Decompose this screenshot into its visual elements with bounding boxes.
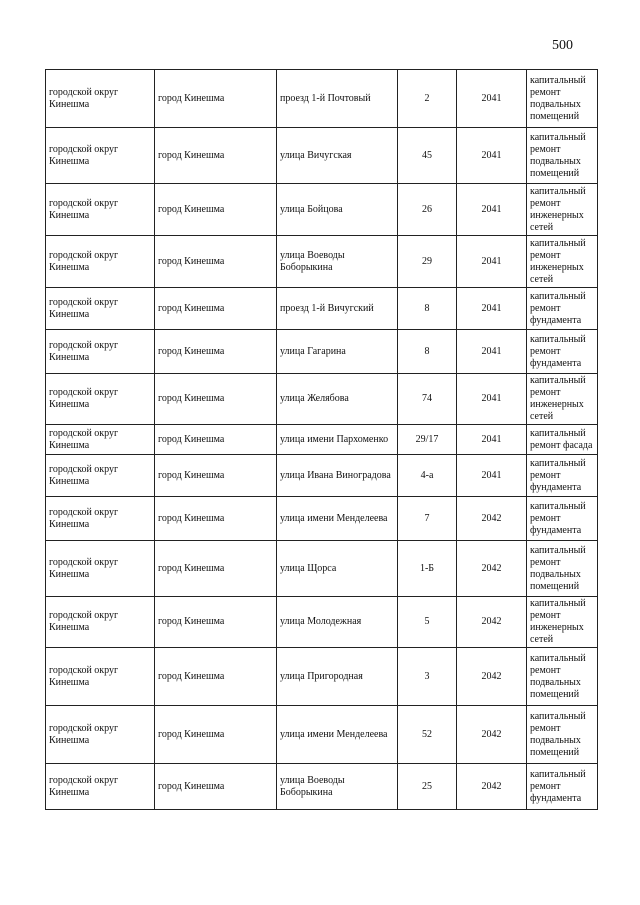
table-row	[46, 330, 598, 374]
year-cell: 2041	[457, 184, 527, 236]
street-cell: улица Молодежная	[277, 597, 398, 648]
district-cell: городской округ Кинешма	[46, 497, 155, 541]
street-cell: проезд 1-й Вичугский	[277, 288, 398, 330]
city-cell: город Кинешма	[155, 70, 277, 128]
street-cell: улица имени Менделеева	[277, 497, 398, 541]
year-cell: 2042	[457, 541, 527, 597]
city-cell: город Кинешма	[155, 288, 277, 330]
street-cell: улица Воеводы Боборыкина	[277, 236, 398, 288]
city-cell: город Кинешма	[155, 597, 277, 648]
work-type-cell: капитальный ремонт подвальных помещений	[527, 706, 598, 764]
work-type-cell: капитальный ремонт фундамента	[527, 764, 598, 810]
street-cell: проезд 1-й Почтовый	[277, 70, 398, 128]
work-type-cell: капитальный ремонт фасада	[527, 425, 598, 455]
table-row	[46, 425, 598, 455]
street-cell: улица Вичугская	[277, 128, 398, 184]
year-cell: 2041	[457, 425, 527, 455]
house-number-cell: 26	[398, 184, 457, 236]
year-cell: 2041	[457, 128, 527, 184]
house-number-cell: 3	[398, 648, 457, 706]
city-cell: город Кинешма	[155, 330, 277, 374]
work-type-cell: капитальный ремонт подвальных помещений	[527, 128, 598, 184]
district-cell: городской округ Кинешма	[46, 597, 155, 648]
year-cell: 2041	[457, 70, 527, 128]
house-number-cell: 7	[398, 497, 457, 541]
house-number-cell: 52	[398, 706, 457, 764]
street-cell: улица Желябова	[277, 374, 398, 425]
district-cell: городской округ Кинешма	[46, 70, 155, 128]
district-cell: городской округ Кинешма	[46, 425, 155, 455]
table-row	[46, 764, 598, 810]
year-cell: 2042	[457, 597, 527, 648]
house-number-cell: 45	[398, 128, 457, 184]
city-cell: город Кинешма	[155, 425, 277, 455]
street-cell: улица имени Менделеева	[277, 706, 398, 764]
city-cell: город Кинешма	[155, 455, 277, 497]
year-cell: 2042	[457, 497, 527, 541]
table-row	[46, 597, 598, 648]
house-number-cell: 74	[398, 374, 457, 425]
street-cell: улица Бойцова	[277, 184, 398, 236]
city-cell: город Кинешма	[155, 184, 277, 236]
district-cell: городской округ Кинешма	[46, 541, 155, 597]
year-cell: 2042	[457, 764, 527, 810]
year-cell: 2041	[457, 455, 527, 497]
table-row	[46, 648, 598, 706]
city-cell: город Кинешма	[155, 541, 277, 597]
page-number: 500	[552, 38, 573, 53]
city-cell: город Кинешма	[155, 497, 277, 541]
house-number-cell: 8	[398, 330, 457, 374]
year-cell: 2041	[457, 374, 527, 425]
work-type-cell: капитальный ремонт инженерных сетей	[527, 184, 598, 236]
work-type-cell: капитальный ремонт фундамента	[527, 288, 598, 330]
house-number-cell: 29	[398, 236, 457, 288]
district-cell: городской округ Кинешма	[46, 184, 155, 236]
district-cell: городской округ Кинешма	[46, 128, 155, 184]
street-cell: улица Пригородная	[277, 648, 398, 706]
city-cell: город Кинешма	[155, 128, 277, 184]
year-cell: 2041	[457, 288, 527, 330]
work-type-cell: капитальный ремонт фундамента	[527, 330, 598, 374]
house-number-cell: 5	[398, 597, 457, 648]
house-number-cell: 25	[398, 764, 457, 810]
work-type-cell: капитальный ремонт инженерных сетей	[527, 374, 598, 425]
table-row	[46, 236, 598, 288]
table-row	[46, 455, 598, 497]
table-row	[46, 70, 598, 128]
district-cell: городской округ Кинешма	[46, 288, 155, 330]
district-cell: городской округ Кинешма	[46, 236, 155, 288]
district-cell: городской округ Кинешма	[46, 648, 155, 706]
street-cell: улица Гагарина	[277, 330, 398, 374]
city-cell: город Кинешма	[155, 648, 277, 706]
year-cell: 2041	[457, 330, 527, 374]
house-number-cell: 1-Б	[398, 541, 457, 597]
street-cell: улица Ивана Виноградова	[277, 455, 398, 497]
district-cell: городской округ Кинешма	[46, 764, 155, 810]
house-number-cell: 8	[398, 288, 457, 330]
street-cell: улица Щорса	[277, 541, 398, 597]
table-row	[46, 288, 598, 330]
table-row	[46, 541, 598, 597]
district-cell: городской округ Кинешма	[46, 330, 155, 374]
district-cell: городской округ Кинешма	[46, 455, 155, 497]
city-cell: город Кинешма	[155, 764, 277, 810]
work-type-cell: капитальный ремонт подвальных помещений	[527, 541, 598, 597]
work-type-cell: капитальный ремонт подвальных помещений	[527, 648, 598, 706]
district-cell: городской округ Кинешма	[46, 706, 155, 764]
table-row	[46, 497, 598, 541]
table-row	[46, 706, 598, 764]
year-cell: 2041	[457, 236, 527, 288]
table-row	[46, 374, 598, 425]
work-type-cell: капитальный ремонт фундамента	[527, 497, 598, 541]
year-cell: 2042	[457, 706, 527, 764]
work-type-cell: капитальный ремонт фундамента	[527, 455, 598, 497]
year-cell: 2042	[457, 648, 527, 706]
district-cell: городской округ Кинешма	[46, 374, 155, 425]
house-number-cell: 4-а	[398, 455, 457, 497]
work-type-cell: капитальный ремонт подвальных помещений	[527, 70, 598, 128]
table-row	[46, 184, 598, 236]
work-type-cell: капитальный ремонт инженерных сетей	[527, 236, 598, 288]
house-number-cell: 2	[398, 70, 457, 128]
city-cell: город Кинешма	[155, 374, 277, 425]
street-cell: улица имени Пархоменко	[277, 425, 398, 455]
repair-schedule-table	[45, 69, 598, 810]
table-row	[46, 128, 598, 184]
house-number-cell: 29/17	[398, 425, 457, 455]
street-cell: улица Воеводы Боборыкина	[277, 764, 398, 810]
city-cell: город Кинешма	[155, 236, 277, 288]
work-type-cell: капитальный ремонт инженерных сетей	[527, 597, 598, 648]
city-cell: город Кинешма	[155, 706, 277, 764]
